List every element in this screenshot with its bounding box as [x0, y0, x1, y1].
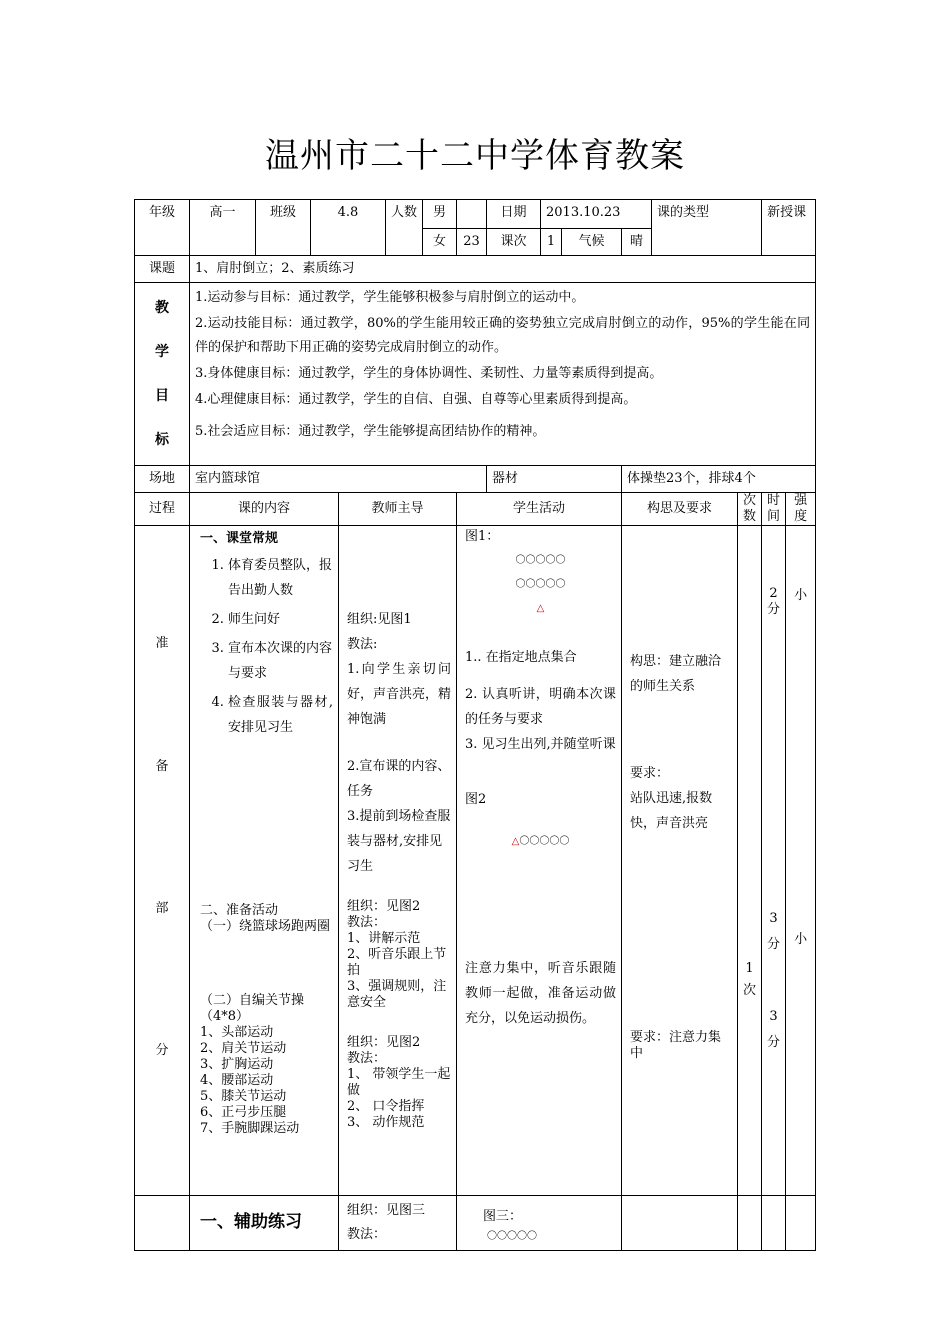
- joint-item: 6、正弓步压腿: [200, 1105, 287, 1120]
- col-intensity: 强度: [786, 493, 816, 526]
- student-item: 3. 见习生出列,并随堂听课: [465, 737, 616, 752]
- student-fig-2: 图2: [465, 792, 487, 807]
- col-times: 次数: [738, 493, 762, 526]
- col-student: 学生活动: [457, 493, 622, 526]
- routine-item: 3. 宣布本次课的内容与要求: [228, 636, 333, 686]
- joint-item: 3、扩胸运动: [200, 1057, 274, 1072]
- topic-label: 课题: [135, 256, 190, 283]
- prep-intensity: 小 小: [786, 526, 816, 1196]
- female-count: 23: [457, 229, 487, 256]
- equipment-label: 器材: [487, 466, 622, 493]
- req-text-2: 要求：注意力集中: [630, 1030, 722, 1061]
- topic-value: 1、肩肘倒立；2、素质练习: [190, 256, 816, 283]
- teacher-method-2: 教法：: [347, 915, 387, 930]
- teacher-item: 3.提前到场检查服装与器材,安排见习生: [347, 809, 451, 874]
- objective-item: 2.运动技能目标：通过教学，80%的学生能用较正确的姿势独立完成肩肘倒立的动作，95%的学生能在同伴的保护和帮助下用正确的姿势完成肩肘倒立的动作。: [195, 316, 811, 355]
- teacher-method-1: 教法:: [347, 637, 378, 652]
- teacher-org-2: 组织：见图2: [347, 899, 421, 914]
- page-title: 温州市二十二中学体育教案: [265, 136, 685, 176]
- lesson-no-label: 课次: [487, 229, 541, 256]
- objectives-label: 教 学 目 标: [135, 283, 190, 466]
- teacher-item: 1、讲解示范: [347, 931, 421, 946]
- venue-value: 室内篮球馆: [190, 466, 487, 493]
- objectives-list: [190, 283, 816, 466]
- routine-title: 一、课堂常规: [200, 531, 279, 546]
- female-label: 女: [423, 229, 457, 256]
- date-value: 2013.10.23: [541, 200, 652, 229]
- routine-item: 1. 体育委员整队，报告出勤人数: [228, 553, 333, 603]
- prep-time: 2分 3分 3分: [762, 526, 786, 1196]
- prep-stage-label: 准 备 部 分: [135, 526, 190, 1196]
- formation-row: 〇〇〇〇〇: [515, 555, 566, 566]
- class-label: 班级: [256, 200, 311, 256]
- venue-label: 场地: [135, 466, 190, 493]
- teacher-position-icon: △: [536, 603, 545, 614]
- lesson-type-value: 新授课: [762, 200, 816, 256]
- col-time: 时间: [762, 493, 786, 526]
- routine-item: 4. 检查服装与器材,安排见习生: [228, 690, 333, 740]
- next-stage: [135, 1196, 190, 1251]
- teacher-item: 1、 带领学生一起做: [347, 1067, 451, 1098]
- male-label: 男: [423, 200, 457, 229]
- next-content: 一、辅助练习: [190, 1196, 339, 1251]
- joint-item: 2、肩关节运动: [200, 1041, 287, 1056]
- male-count: [457, 200, 487, 229]
- teacher-item: 1.向学生亲切问好，声音洪亮，精神饱满: [347, 662, 452, 727]
- next-intensity: [786, 1196, 816, 1251]
- teacher-item: 3、 动作规范: [347, 1115, 425, 1130]
- class-value: 4.8: [311, 200, 386, 256]
- warmup-joint: （二）自编关节操（4*8）: [200, 993, 305, 1024]
- req-label: 要求：: [630, 766, 670, 781]
- student-item: 2. 认真听讲，明确本次课的任务与要求: [465, 687, 617, 727]
- joint-item: 4、腰部运动: [200, 1073, 274, 1088]
- objective-item: 3.身体健康目标：通过教学，学生的身体协调性、柔韧性、力量等素质得到提高。: [195, 366, 663, 381]
- grade-label: 年级: [135, 200, 190, 256]
- teacher-item: 3、强调规则，注意安全: [347, 979, 447, 1010]
- count-label: 人数: [386, 200, 423, 256]
- col-process: 过程: [135, 493, 190, 526]
- objective-item: 1.运动参与目标：通过教学，学生能够积极参与肩肘倒立的运动中。: [195, 290, 585, 305]
- teacher-method-3: 教法：: [347, 1051, 387, 1066]
- lesson-plan-table: [134, 199, 816, 1251]
- next-teacher: 组织：见图三 教法：: [339, 1196, 457, 1251]
- weather-value: 晴: [622, 229, 652, 256]
- next-idea: [622, 1196, 738, 1251]
- teacher-org-3: 组织：见图2: [347, 1035, 421, 1050]
- next-time: [762, 1196, 786, 1251]
- col-teacher: 教师主导: [339, 493, 457, 526]
- teacher-item: 2、听音乐跟上节拍: [347, 947, 447, 978]
- next-times: [738, 1196, 762, 1251]
- next-student: 图三： 〇〇〇〇〇: [457, 1196, 622, 1251]
- date-label: 日期: [487, 200, 541, 229]
- student-note: 注意力集中，听音乐跟随教师一起做，准备运动做充分，以免运动损伤。: [465, 961, 617, 1026]
- prep-teacher: [339, 526, 457, 1196]
- col-idea: 构思及要求: [622, 493, 738, 526]
- idea-text: 构思：建立融洽的师生关系: [630, 654, 722, 694]
- teacher-item: 2、 口令指挥: [347, 1099, 425, 1114]
- joint-item: 1、头部运动: [200, 1025, 274, 1040]
- req-text: 站队迅速,报数快，声音洪亮: [630, 791, 713, 831]
- joint-item: 7、手腕脚踝运动: [200, 1121, 300, 1136]
- formation-row: 〇〇〇〇〇: [515, 579, 566, 590]
- grade-value: 高一: [190, 200, 256, 256]
- lesson-type-label: 课的类型: [652, 200, 762, 256]
- routine-item: 2. 师生问好: [228, 607, 333, 632]
- warmup-run: （一）绕篮球场跑两圈: [200, 919, 331, 934]
- equipment-value: 体操垫23个，排球4个: [622, 466, 816, 493]
- objective-item: 5.社会适应目标：通过教学，学生能够提高团结协作的精神。: [195, 424, 546, 439]
- weather-label: 气候: [562, 229, 622, 256]
- student-item: 1.. 在指定地点集合: [465, 650, 577, 665]
- student-fig-1: 图1：: [465, 529, 500, 544]
- lesson-no-value: 1: [541, 229, 562, 256]
- prep-idea: [622, 526, 738, 1196]
- prep-content: [190, 526, 339, 1196]
- prep-student: [457, 526, 622, 1196]
- formation-row-2: △〇〇〇〇〇: [511, 836, 570, 847]
- objective-item: 4.心理健康目标：通过教学，学生的自信、自强、自尊等心里素质得到提高。: [195, 392, 637, 407]
- teacher-org-1: 组织:见图1: [347, 612, 412, 627]
- teacher-item: 2.宣布课的内容、任务: [347, 759, 451, 799]
- prep-times: 1次: [738, 526, 762, 1196]
- joint-item: 5、膝关节运动: [200, 1089, 287, 1104]
- col-content: 课的内容: [190, 493, 339, 526]
- warmup-title: 二、准备活动: [200, 903, 279, 918]
